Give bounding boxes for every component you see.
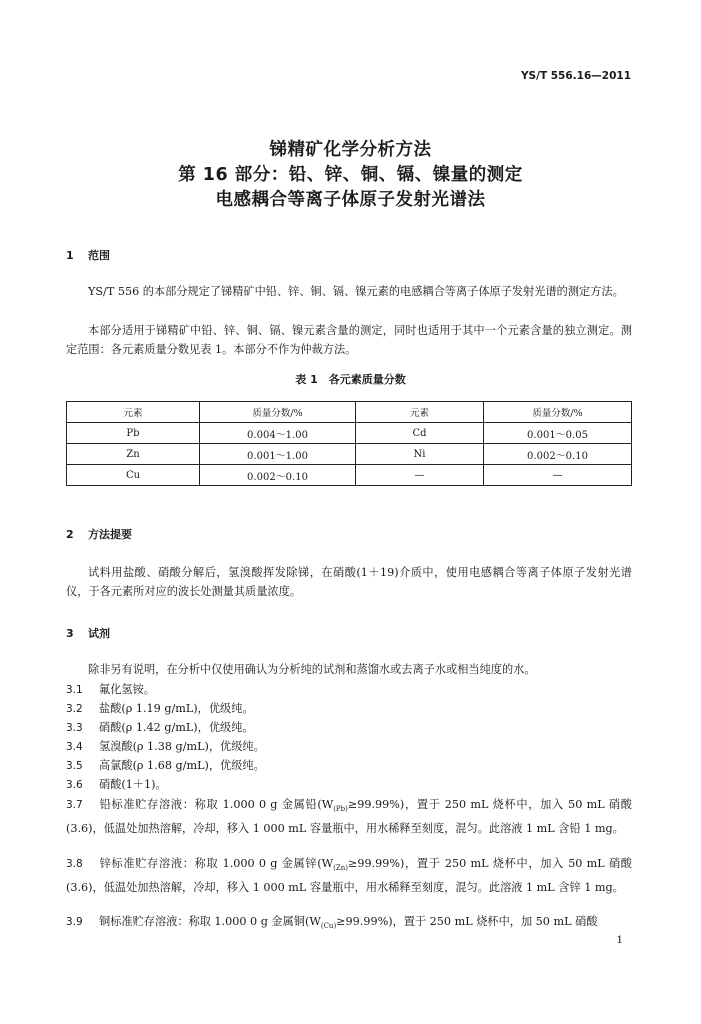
reagent-item-3-7 <box>66 795 632 838</box>
reagent-item <box>66 737 632 757</box>
table-cell: Cu <box>67 465 200 486</box>
doc-title-line-3: 电感耦合等离子体原子发射光谱法 <box>215 190 486 210</box>
table-cell: — <box>484 465 632 486</box>
reagent-item <box>66 699 632 719</box>
subscript: (Cu) <box>320 922 337 931</box>
standard-number: YS/T 556.16—2011 <box>520 70 631 82</box>
section-2-heading <box>66 526 132 542</box>
section-1-paragraph-1: YS/T 556 的本部分规定了锑精矿中铅、锌、铜、镉、镍元素的电感耦合等离子体原子发射光谱的测定方法。 <box>88 285 624 298</box>
section-3-heading <box>66 625 110 641</box>
section-2-title: 方法提要 <box>88 528 132 541</box>
reagent-item <box>66 680 632 700</box>
reagent-item <box>66 775 632 795</box>
table-cell: Zn <box>67 444 200 465</box>
table-header-cell: 质量分数/% <box>484 402 632 423</box>
section-3-number: 3 <box>66 627 74 640</box>
reagent-item-number: 3.2 <box>66 703 83 715</box>
reagent-text-part: ≥99.99%)，置于 250 mL 烧杯中，加 50 mL 硝酸 <box>336 915 598 928</box>
table-cell: Pb <box>67 423 200 444</box>
reagent-item-number: 3.1 <box>66 684 83 696</box>
doc-title-line-2: 第 16 部分：铅、锌、铜、镉、镍量的测定 <box>178 165 523 185</box>
reagent-item-text: 氟化氢铵。 <box>99 683 155 696</box>
page-number: 1 <box>616 934 623 946</box>
reagent-item-text: 硝酸(1＋1)。 <box>99 778 167 791</box>
reagent-item-number: 3.9 <box>66 916 83 928</box>
reagent-item <box>66 718 632 738</box>
reagent-item-number: 3.4 <box>66 741 83 753</box>
table-cell: — <box>356 465 484 486</box>
table-cell: 0.001～1.00 <box>200 444 356 465</box>
reagent-item-text: 盐酸(ρ 1.19 g/mL)，优级纯。 <box>99 702 254 715</box>
table-header-cell: 元素 <box>356 402 484 423</box>
section-1-paragraph-2: 本部分适用于锑精矿中铅、锌、铜、镉、镍元素含量的测定，同时也适用于其中一个元素含量的独立测定。测定范围：各元素质量分数见表 1。本部分不作为仲裁方法。 <box>66 324 632 356</box>
reagent-text-part: 铅标准贮存溶液：称取 1.000 0 g 金属铅(W <box>99 798 334 811</box>
reagent-item-3-9 <box>66 912 632 936</box>
table-header-cell: 质量分数/% <box>200 402 356 423</box>
table-cell: 0.002～0.10 <box>484 444 632 465</box>
reagent-item-number: 3.6 <box>66 779 83 791</box>
reagent-item-number: 3.7 <box>66 799 83 811</box>
reagent-item-3-8 <box>66 854 632 897</box>
table-row <box>67 465 632 486</box>
table-cell: Ni <box>356 444 484 465</box>
table-cell: 0.001～0.05 <box>484 423 632 444</box>
table-1 <box>66 401 632 486</box>
subscript: (Pb) <box>333 805 348 814</box>
section-1-number: 1 <box>66 249 74 262</box>
reagent-item <box>66 756 632 776</box>
doc-title-line-1: 锑精矿化学分析方法 <box>269 140 432 160</box>
table-row <box>67 444 632 465</box>
reagent-item-text: 高氯酸(ρ 1.68 g/mL)，优级纯。 <box>99 759 265 772</box>
reagent-text-part: ≥99.99%)，置于 250 mL 烧杯中，加入 50 mL 硝酸(3.6)，低温处加热溶解，冷却，移入 1 000 mL 容量瓶中，用水稀释至刻度，混匀。此溶液 1 mL 含锌 1 mg。 <box>66 857 632 895</box>
table-header-row <box>67 402 632 423</box>
table-header-cell: 元素 <box>67 402 200 423</box>
table-cell: 0.002～0.10 <box>200 465 356 486</box>
table-1-caption: 表 1 各元素质量分数 <box>295 373 406 386</box>
reagent-item-text: 硝酸(ρ 1.42 g/mL)，优级纯。 <box>99 721 254 734</box>
reagent-item-number: 3.5 <box>66 760 83 772</box>
reagent-text-part: ≥99.99%)，置于 250 mL 烧杯中，加入 50 mL 硝酸(3.6)，低温处加热溶解，冷却，移入 1 000 mL 容量瓶中，用水稀释至刻度，混匀。此溶液 1 mL 含铅 1 mg。 <box>66 798 632 836</box>
section-3-intro: 除非另有说明，在分析中仅使用确认为分析纯的试剂和蒸馏水或去离子水或相当纯度的水。 <box>88 663 536 676</box>
subscript: (Zn) <box>333 864 348 873</box>
reagent-item-number: 3.3 <box>66 722 83 734</box>
section-2-number: 2 <box>66 528 74 541</box>
reagent-item-number: 3.8 <box>66 858 83 870</box>
reagent-item-text: 氢溴酸(ρ 1.38 g/mL)，优级纯。 <box>99 740 265 753</box>
table-cell: Cd <box>356 423 484 444</box>
reagent-text-part: 铜标准贮存溶液：称取 1.000 0 g 金属铜(W <box>99 915 321 928</box>
section-3-title: 试剂 <box>88 627 110 640</box>
section-2-paragraph: 试料用盐酸、硝酸分解后，氢溴酸挥发除锑，在硝酸(1＋19)介质中，使用电感耦合等离子体原子发射光谱仪，于各元素所对应的波长处测量其质量浓度。 <box>66 566 632 598</box>
section-1-title: 范围 <box>88 249 110 262</box>
section-1-heading <box>66 247 110 263</box>
table-row <box>67 423 632 444</box>
reagent-text-part: 锌标准贮存溶液：称取 1.000 0 g 金属锌(W <box>99 857 334 870</box>
table-cell: 0.004～1.00 <box>200 423 356 444</box>
